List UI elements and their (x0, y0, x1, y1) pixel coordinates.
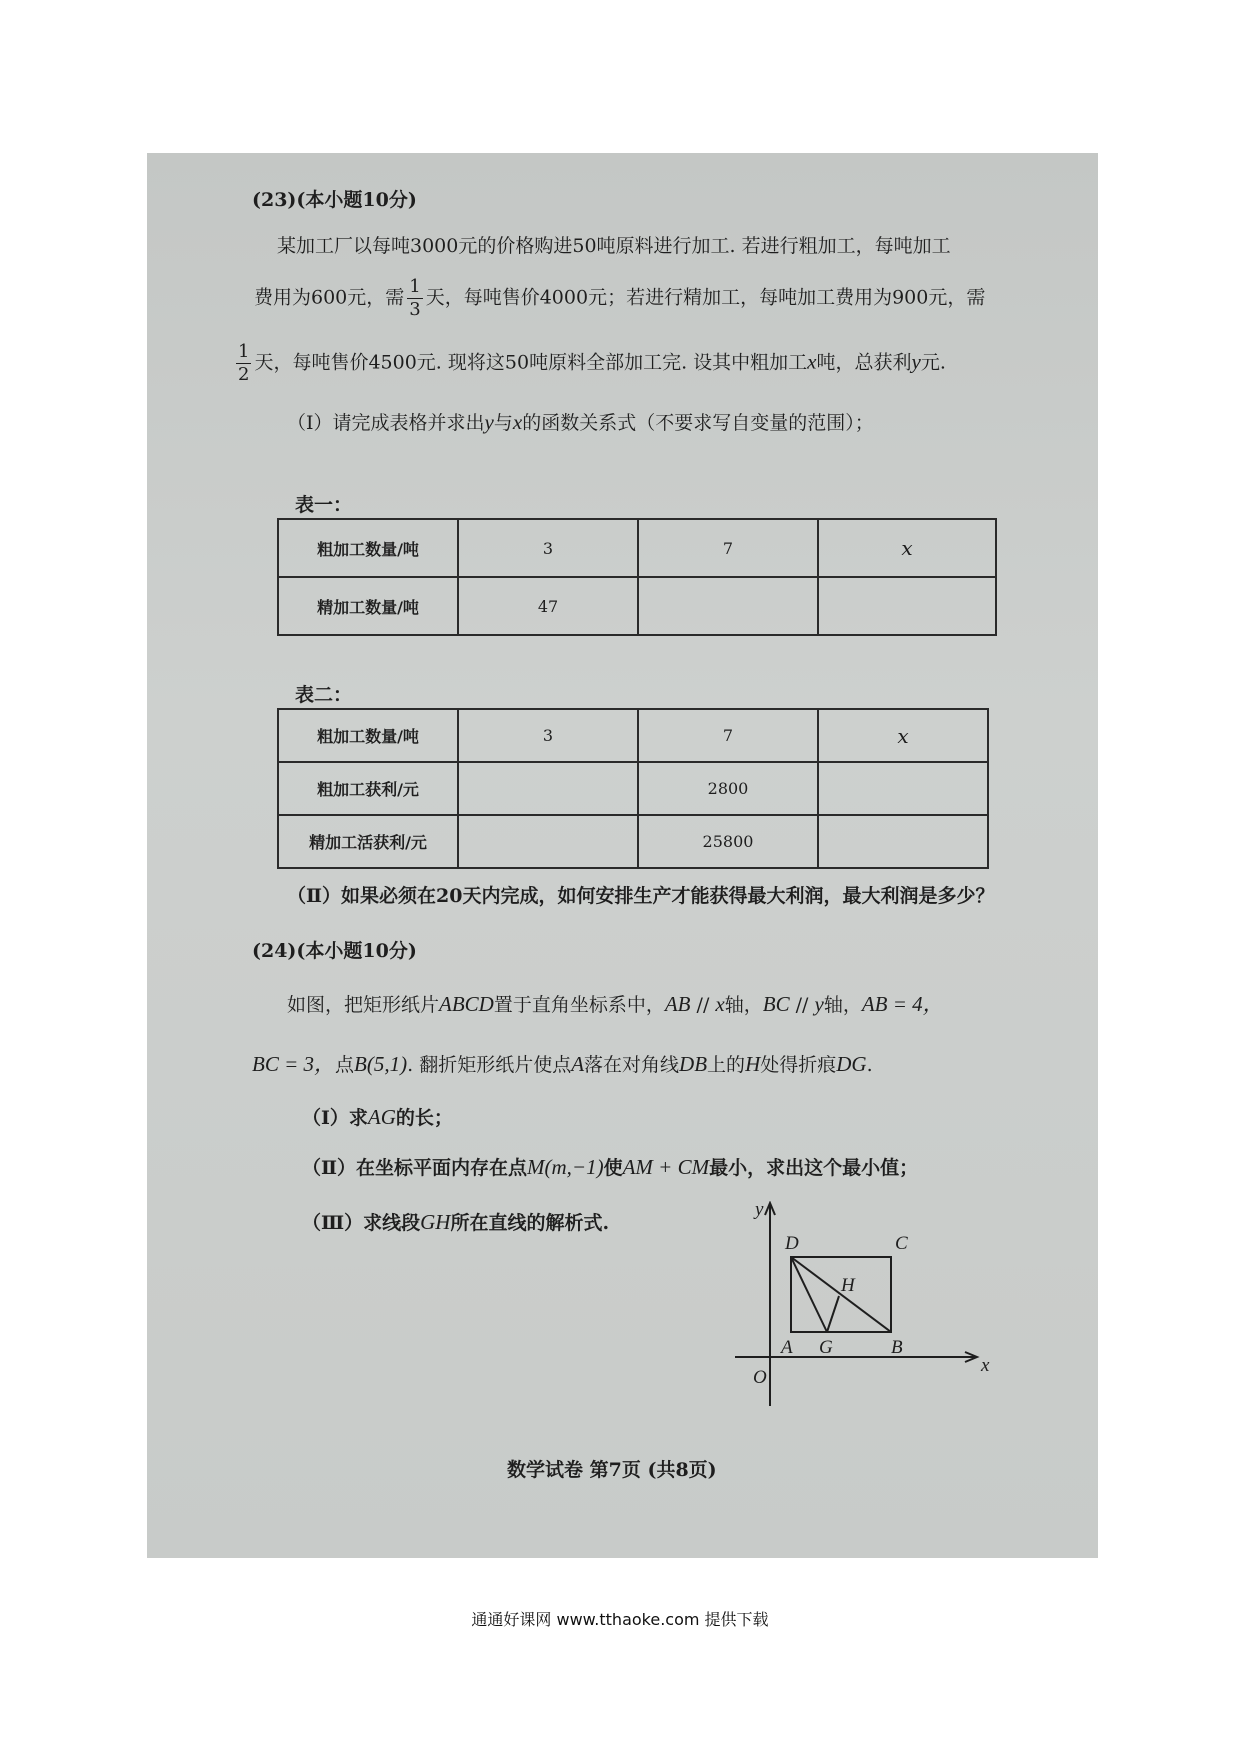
fraction-numerator: 1 (238, 341, 250, 362)
q24-part3-b: 所在直线的解析式. (450, 1212, 610, 1234)
table-row (278, 577, 996, 635)
q24-part2-a: （Ⅱ）在坐标平面内存在点 (302, 1157, 528, 1179)
table-cell (638, 577, 818, 635)
table-cell: 3 (458, 519, 638, 577)
table-cell (818, 577, 996, 635)
table1 (277, 518, 997, 636)
table-cell: x (818, 519, 996, 577)
var-gh: GH (420, 1210, 451, 1234)
var-h: H (745, 1052, 761, 1076)
fold-line-dg (791, 1257, 827, 1332)
eq-bc-3: BC = 3， (252, 1052, 336, 1076)
q23-line2-a: 费用为600元，需 (254, 286, 405, 309)
q24-line1-a: 如图，把矩形纸片 (287, 994, 440, 1016)
q24-line2 (252, 1048, 873, 1078)
parallel-sign: // (690, 994, 716, 1016)
q24-line1 (287, 988, 944, 1018)
table-row (278, 709, 988, 762)
q24-line2-c: . 翻折矩形纸片使点 (407, 1054, 572, 1076)
q24-part2 (302, 1153, 918, 1180)
var-abcd: ABCD (439, 992, 494, 1016)
table-cell: 25800 (638, 815, 818, 868)
table-cell (458, 762, 638, 815)
q23-line2 (254, 278, 985, 319)
point-m: M(m,−1) (527, 1155, 604, 1179)
label-d: D (785, 1233, 799, 1254)
table-cell: 7 (638, 519, 818, 577)
table2 (277, 708, 989, 869)
label-g: G (819, 1337, 833, 1358)
point-b: B(5,1) (354, 1052, 408, 1076)
fraction-one-third (407, 278, 422, 319)
site-footer: 通通好课网 www.tthaoke.com 提供下载 (471, 1610, 769, 1629)
q23-header: (23)(本小题10分) (252, 189, 417, 211)
table1-title: 表一： (295, 494, 353, 516)
var-bc: BC (762, 992, 790, 1016)
table-cell-label: 粗加工获利/元 (278, 762, 458, 815)
label-c: C (895, 1233, 908, 1254)
var-y: y (484, 410, 494, 434)
table-cell: 7 (638, 709, 818, 762)
table-cell (818, 815, 988, 868)
page-footer: 数学试卷 第7页 (共8页) (507, 1459, 717, 1481)
q24-line1-c: 轴， (724, 994, 763, 1016)
table-row (278, 519, 996, 577)
var-x: x (715, 992, 725, 1016)
q24-line2-f: 处得折痕 (760, 1054, 837, 1076)
q24-line2-a: 点 (335, 1054, 355, 1076)
fraction-one-half (236, 343, 251, 384)
q24-part3 (302, 1208, 609, 1235)
fraction-denominator: 3 (409, 299, 421, 320)
q23-part1-c: 的函数关系式（不要求写自变量的范围）； (522, 412, 874, 434)
var-x: x (807, 349, 817, 374)
var-db: DB (679, 1052, 708, 1076)
fraction-denominator: 2 (238, 364, 250, 385)
q24-part1 (302, 1103, 453, 1130)
label-x: x (981, 1355, 990, 1376)
q23-line3-a: 天，每吨售价4500元. 现将这50吨原料全部加工完. 设其中粗加工 (254, 351, 808, 374)
eq-ab-4: AB = 4， (861, 992, 944, 1016)
segment-gh (827, 1296, 839, 1332)
var-y: y (814, 992, 824, 1016)
table-cell-label: 粗加工数量/吨 (278, 519, 458, 577)
q23-line3-b: 吨，总获利 (816, 351, 912, 374)
coordinate-figure (735, 1201, 995, 1406)
q24-part2-b: 使 (603, 1157, 623, 1179)
table-cell-label: 精加工活获利/元 (278, 815, 458, 868)
var-ab: AB (664, 992, 691, 1016)
table-row (278, 762, 988, 815)
q23-part1-a: （Ⅰ）请完成表格并求出 (287, 412, 485, 434)
q23-part1-b: 与 (493, 412, 513, 434)
q24-line1-b: 置于直角坐标系中， (493, 994, 665, 1016)
q24-line2-e: 上的 (707, 1054, 746, 1076)
label-h: H (841, 1275, 855, 1296)
parallel-sign: // (789, 994, 815, 1016)
q24-line2-d: 落在对角线 (584, 1054, 680, 1076)
table-cell: 3 (458, 709, 638, 762)
q24-line1-d: 轴， (823, 994, 862, 1016)
q23-line3 (233, 343, 946, 384)
q24-header: (24)(本小题10分) (252, 940, 417, 962)
q24-part1-a: （Ⅰ）求 (302, 1107, 368, 1129)
q23-part2: （Ⅱ）如果必须在20天内完成，如何安排生产才能获得最大利润，最大利润是多少？ (287, 885, 995, 907)
table-cell (818, 762, 988, 815)
table2-title: 表二： (295, 684, 353, 706)
var-y: y (911, 349, 921, 374)
label-b: B (891, 1337, 903, 1358)
q23-line3-c: 元. (920, 351, 946, 374)
q24-part2-c: 最小，求出这个最小值； (709, 1157, 919, 1179)
table-row (278, 815, 988, 868)
q24-line2-g: . (866, 1054, 873, 1076)
expr-am-cm: AM + CM (622, 1155, 710, 1179)
table-cell: x (818, 709, 988, 762)
var-ag: AG (367, 1105, 396, 1129)
table-cell-label: 粗加工数量/吨 (278, 709, 458, 762)
label-y: y (755, 1201, 764, 1220)
q24-part3-a: （Ⅲ）求线段 (302, 1212, 421, 1234)
q23-line1: 某加工厂以每吨3000元的价格购进50吨原料进行加工. 若进行粗加工，每吨加工 (277, 235, 951, 257)
label-a: A (781, 1337, 793, 1358)
q23-part1 (287, 408, 874, 435)
exam-page-photo (147, 153, 1098, 1558)
table-cell (458, 815, 638, 868)
var-dg: DG (836, 1052, 867, 1076)
q23-line2-b: 天，每吨售价4000元；若进行精加工，每吨加工费用为900元，需 (425, 286, 986, 309)
table-cell-label: 精加工数量/吨 (278, 577, 458, 635)
var-x: x (512, 410, 523, 434)
fraction-numerator: 1 (409, 276, 421, 297)
var-a: A (571, 1052, 585, 1076)
table-cell: 2800 (638, 762, 818, 815)
label-o: O (753, 1367, 767, 1388)
q24-part1-b: 的长； (395, 1107, 453, 1129)
table-cell: 47 (458, 577, 638, 635)
